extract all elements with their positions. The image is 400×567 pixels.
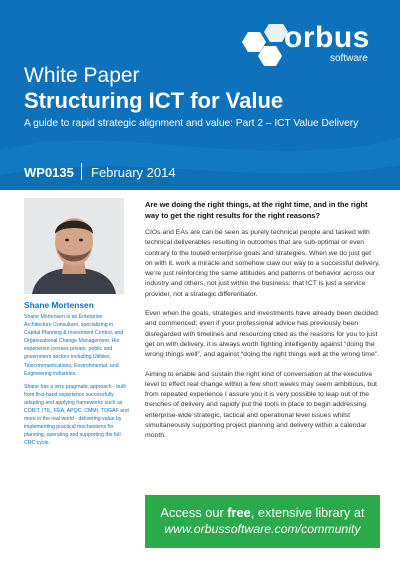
logo-wordmark: orbus	[284, 21, 370, 54]
header-divider	[81, 163, 82, 180]
community-library-banner[interactable]	[145, 495, 380, 548]
cta-emphasis: free	[227, 505, 251, 520]
cta-heading	[145, 505, 380, 520]
lead-question: Are we doing the right things, at the right time, and in the right way to get the right results for the right reasons?	[145, 200, 368, 220]
author-bio-paragraph: Shane has a very pragmatic approach - built from first-hand experience successfully adapting and applying frameworks such as COBIT, ITIL, FEA, APQC, CMMI, TOGAF and more in the real world - delivering value by implementing practical mechanisms for planning, operating and supporting the full CRC cycle.	[24, 383, 129, 447]
document-type: White Paper	[24, 64, 140, 87]
author-bio-sidebar	[24, 300, 130, 453]
body-paragraph: CIOs and EAs are can be seen as purely technical people and tasked with technical deliverables resulting in outcomes that are sub-optimal or even contrary to the touted enterprise goals and strategies. When we do just get on with it, work a miracle and somehow claw our way to a successful delivery, we’re just reinforcing the same attitudes and patterns of behavior across our industry and others, not just within the business: that ICT is just a service provider, not a strategic differentiator.	[145, 229, 380, 298]
author-bio-paragraph: Shane Mortensen is an Enterprise Architecture Consultant, specializing in Capital Planning & Investment Control, and Organizational Change Management. His experience crosses private, public and government sectors including Utilities, Telecommunications, Environmental, and Engineering industries.	[24, 314, 124, 377]
document-code: WP0135	[24, 165, 74, 180]
page-subtitle: A guide to rapid strategic alignment and value: Part 2 – ICT Value Delivery	[24, 118, 359, 129]
logo-subtext: software	[330, 53, 368, 64]
header-banner	[0, 0, 400, 190]
publication-date: February 2014	[91, 165, 176, 180]
body-paragraph: Even when the goals, strategies and investments have already been decided and commenced; even if your professional advice has previously been disregarded with timelines and resourcing cited as the reasons for you to just get on with delivery, it is always worth fighting intelligently against “doing the wrong things well”, and against “doing the right things well at the wrong time”.	[145, 310, 379, 359]
author-name: Shane Mortensen	[24, 300, 94, 310]
body-paragraph: Aiming to enable and sustain the right kind of conversation at the executive level to effect real change within a few short weeks may seem ambitious, but from repeated experience I assure you it is very possible to leap out of the trenches of delivery and rapidly put the tools in place to begin addressing enterprise-wide strategic, tactical and operational level issues whilst simultaneously supporting project planning and delivery within a calendar month.	[145, 370, 377, 440]
community-url-link[interactable]: www.orbussoftware.com/community	[164, 522, 361, 536]
main-text-column	[145, 200, 380, 451]
cta-suffix: , extensive library at	[250, 505, 365, 520]
author-photo	[24, 198, 124, 294]
page-title: Structuring ICT for Value	[24, 88, 284, 113]
cta-prefix: Access our	[160, 505, 228, 520]
